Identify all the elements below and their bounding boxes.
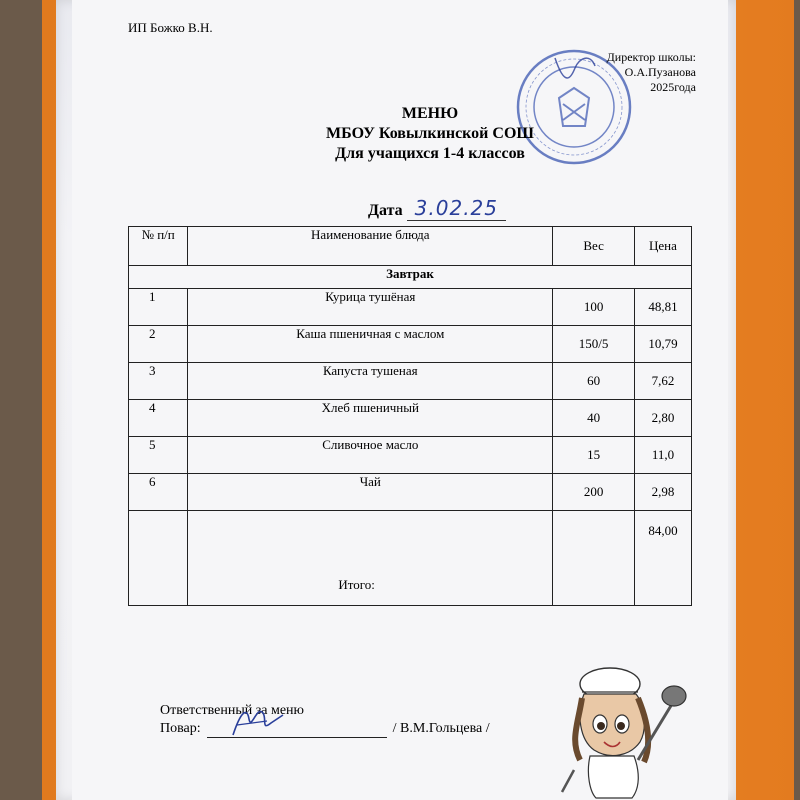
total-label: Итого: <box>188 511 553 606</box>
approval-block <box>578 50 696 95</box>
table-row <box>129 363 692 400</box>
table-row <box>129 400 692 437</box>
table-header-row <box>129 227 692 266</box>
approval-line-3: 2025года <box>650 80 696 94</box>
approval-line-1: Директор школы: <box>606 50 696 64</box>
total-row <box>129 511 692 606</box>
signature-line <box>207 723 387 738</box>
row-num: 3 <box>129 363 188 400</box>
cook-label: Повар: <box>160 721 201 736</box>
header-num: № п/п <box>129 227 188 266</box>
approval-line-2: О.А.Пузанова <box>624 65 696 79</box>
table-row <box>129 289 692 326</box>
table-row <box>129 437 692 474</box>
chef-girl-illustration-icon <box>560 664 690 800</box>
total-num-cell <box>129 511 188 606</box>
header-name: Наименование блюда <box>188 227 553 266</box>
row-dish: Хлеб пшеничный <box>188 400 553 437</box>
responsible-label: Ответственный за меню <box>160 703 304 718</box>
menu-table <box>128 226 692 606</box>
cook-name: / В.М.Гольцева / <box>392 721 490 736</box>
row-weight: 100 <box>553 289 635 326</box>
row-num: 1 <box>129 289 188 326</box>
total-value: 84,00 <box>634 511 691 606</box>
title-line-1: МЕНЮ <box>401 105 459 122</box>
row-weight: 200 <box>553 474 635 511</box>
row-num: 4 <box>129 400 188 437</box>
row-price: 11,0 <box>634 437 691 474</box>
footer-signatures <box>160 702 490 738</box>
row-price: 2,80 <box>634 400 691 437</box>
title-line-2: МБОУ Ковылкинской СОШ <box>326 125 534 142</box>
header-weight: Вес <box>553 227 635 266</box>
row-dish: Сливочное масло <box>188 437 553 474</box>
header-price: Цена <box>634 227 691 266</box>
cook-line <box>160 720 490 738</box>
handwritten-signature-icon <box>227 701 287 741</box>
total-weight-cell <box>553 511 635 606</box>
row-dish: Каша пшеничная с маслом <box>188 326 553 363</box>
row-price: 2,98 <box>634 474 691 511</box>
table-row <box>129 474 692 511</box>
table-row <box>129 326 692 363</box>
section-breakfast: Завтрак <box>129 266 692 289</box>
menu-title <box>300 104 560 164</box>
row-num: 2 <box>129 326 188 363</box>
section-row <box>129 266 692 289</box>
row-weight: 40 <box>553 400 635 437</box>
row-price: 10,79 <box>634 326 691 363</box>
date-line <box>368 196 506 221</box>
title-line-3: Для учащихся 1-4 классов <box>335 145 525 162</box>
row-price: 7,62 <box>634 363 691 400</box>
row-weight: 60 <box>553 363 635 400</box>
row-dish: Чай <box>188 474 553 511</box>
row-price: 48,81 <box>634 289 691 326</box>
row-weight: 15 <box>553 437 635 474</box>
row-dish: Капуста тушеная <box>188 363 553 400</box>
row-num: 5 <box>129 437 188 474</box>
date-value: 3.02.25 <box>407 196 506 221</box>
row-num: 6 <box>129 474 188 511</box>
seller-name: ИП Божко В.Н. <box>128 20 213 35</box>
date-label: Дата <box>368 202 403 219</box>
row-dish: Курица тушёная <box>188 289 553 326</box>
row-weight: 150/5 <box>553 326 635 363</box>
